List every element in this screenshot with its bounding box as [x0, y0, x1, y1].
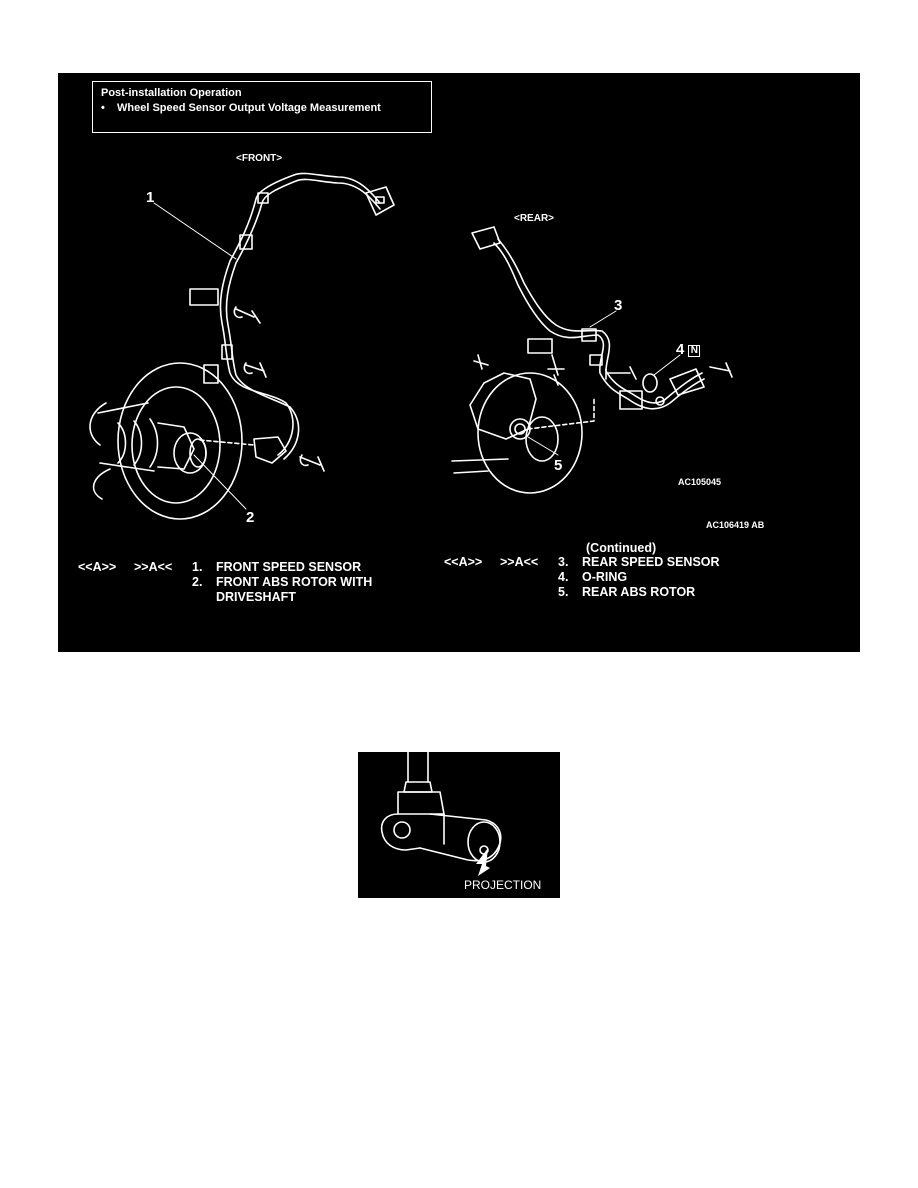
legend-tag-a	[444, 570, 500, 585]
legend-num: 4.	[558, 570, 569, 584]
o-ring	[643, 374, 657, 392]
legend-tag-b	[500, 585, 558, 600]
legend-row	[78, 590, 372, 605]
note-item-text: Wheel Speed Sensor Output Voltage Measurement	[117, 102, 381, 114]
legend-tag-b	[134, 575, 192, 590]
front-label: <FRONT>	[236, 153, 283, 164]
projection-label: PROJECTION	[464, 878, 542, 892]
legend-tag-b: >>A<<	[134, 560, 173, 574]
sensor-projection-figure	[358, 752, 560, 898]
legend-tag-b: >>A<<	[500, 555, 539, 569]
front-brake-disc	[118, 363, 242, 519]
legend-row	[444, 555, 720, 570]
callout-5: 5	[554, 457, 563, 474]
legend-tag-a: <<A>>	[78, 560, 117, 574]
legend-text: O-RING	[582, 570, 628, 584]
legend-num: 5.	[558, 585, 569, 599]
legend-tag-a	[78, 590, 134, 605]
rear-label: <REAR>	[514, 213, 555, 224]
front-sensor-harness	[220, 173, 380, 455]
callout-1: 1	[146, 189, 155, 206]
code-rear: AC105045	[678, 477, 722, 487]
legend-row	[78, 560, 372, 575]
continued-label: (Continued)	[586, 541, 657, 555]
legend-tag-b	[134, 590, 192, 605]
code-main: AC106419 AB	[706, 520, 765, 530]
bolt	[234, 307, 260, 323]
legend-row	[444, 570, 720, 585]
driveshaft	[98, 403, 158, 471]
exploded-view-figure	[58, 73, 860, 652]
legend-num: 2.	[192, 575, 203, 589]
legend-row	[78, 575, 372, 590]
rear-caliper	[470, 373, 536, 439]
legend-tag-a	[78, 575, 134, 590]
legend-text: REAR ABS ROTOR	[582, 585, 696, 599]
legend-front	[78, 560, 372, 605]
legend-tag-a: <<A>>	[444, 555, 483, 569]
note-item	[101, 101, 423, 116]
legend-tag-a	[444, 585, 500, 600]
legend-tag-b	[500, 570, 558, 585]
legend-num: 1.	[192, 560, 203, 574]
legend-num: 3.	[558, 555, 569, 569]
front-speed-sensor-head	[254, 437, 286, 463]
legend-text: DRIVESHAFT	[216, 590, 296, 604]
legend-row	[444, 585, 720, 600]
n-mark: N	[688, 345, 700, 357]
callout-3: 3	[614, 297, 623, 314]
legend-text: FRONT ABS ROTOR WITH	[216, 575, 373, 589]
legend-rear	[444, 555, 720, 600]
legend-num	[192, 590, 216, 605]
callout-2: 2	[246, 509, 255, 526]
bracket	[190, 289, 218, 305]
legend-text: REAR SPEED SENSOR	[582, 555, 720, 569]
front-connector	[366, 187, 394, 215]
post-installation-note	[92, 81, 432, 133]
bullet: •	[101, 102, 105, 114]
legend-text: FRONT SPEED SENSOR	[216, 560, 362, 574]
callout-4: 4 N	[676, 341, 700, 358]
sensor-detail-drawing	[358, 752, 560, 898]
note-title: Post-installation Operation	[101, 87, 242, 99]
